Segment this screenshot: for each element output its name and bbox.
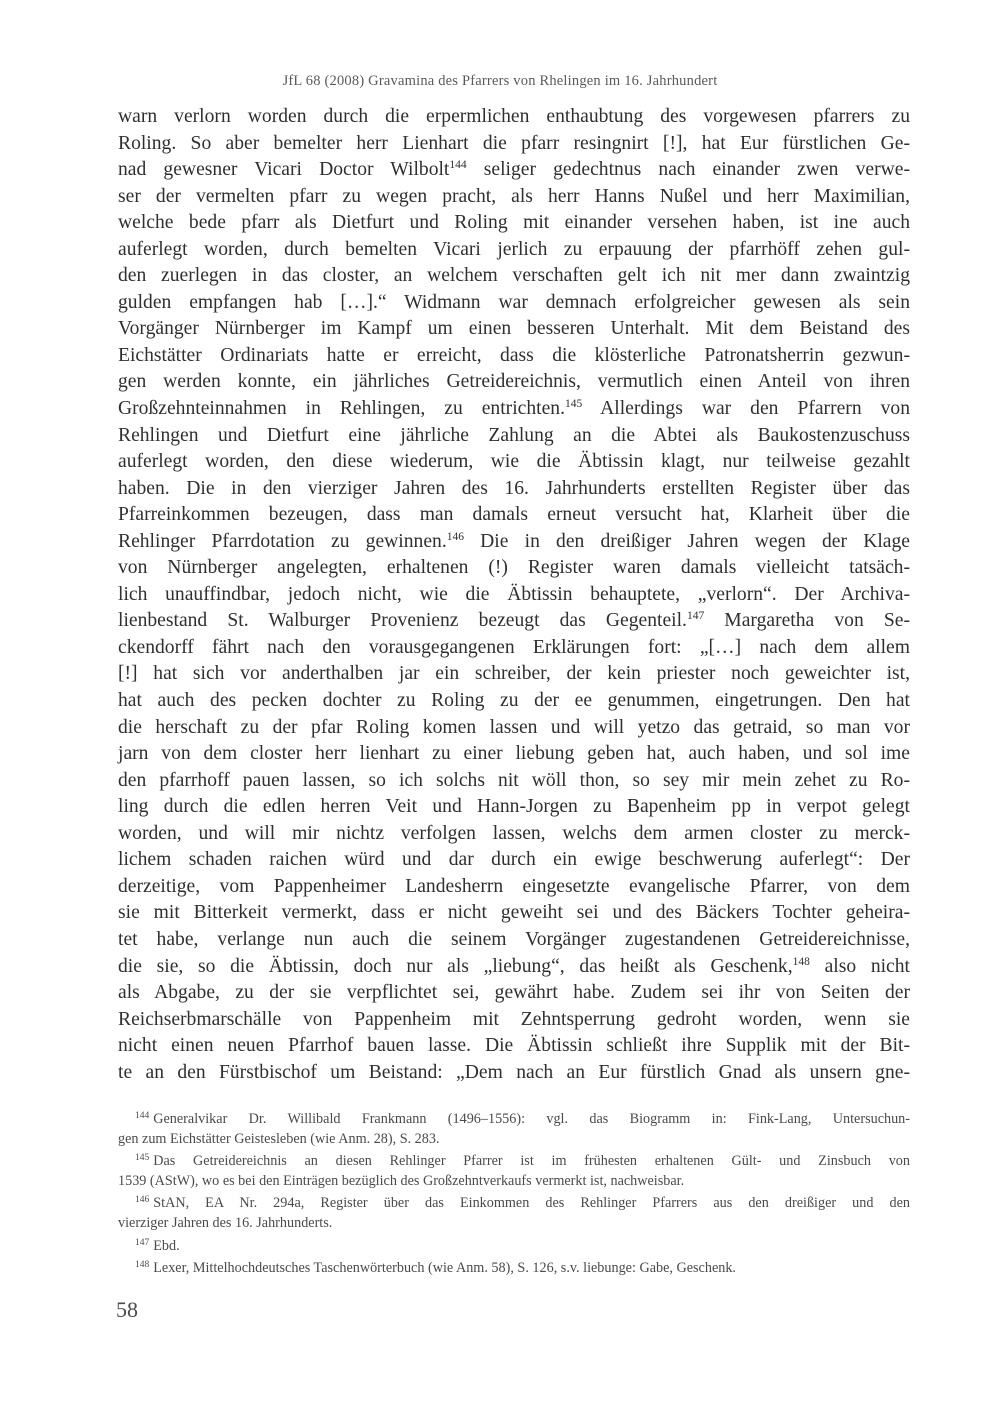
- body-line: tet habe, verlange nun auch die seinem Vorgänger zugestandenen Getreidereichnisse,: [118, 928, 910, 950]
- footnote-number: 146: [135, 1195, 150, 1206]
- running-head: JfL 68 (2008) Gravamina des Pfarrers von Rhelingen im 16. Jahrhundert: [282, 73, 718, 89]
- body-line: hat auch des pecken dochter zu Roling zu der ee genummen, eingetrungen. Den hat: [118, 690, 910, 712]
- body-line: gulden empfangen hab […].“ Widmann war demnach erfolgreicher gewesen als sein: [118, 291, 910, 313]
- footnote-marker[interactable]: 144: [449, 159, 467, 172]
- footnote-marker[interactable]: 146: [446, 530, 464, 543]
- body-line: ckendorff fährt nach den vorausgegangenen Erklärungen fort: „[…] nach dem allem: [118, 636, 910, 658]
- body-line: auferlegt worden, den diese wiederum, wie die Äbtissin klagt, nur teilweise gezahlt: [118, 451, 910, 473]
- footnote-line: $^{148}$ Lexer, Mittelhochdeutsches Taschenwörterbuch (wie Anm. 58), S. 126, s.v. liebunge: Gabe, Geschenk.: [135, 1260, 736, 1277]
- body-line: jarn von dem closter herr lienhart zu einer liebung geben hat, auch haben, und sol ime: [118, 743, 910, 765]
- footnote-144: [118, 1110, 910, 1149]
- footnote-marker[interactable]: 148: [792, 955, 810, 968]
- body-line: gen werden konnte, ein jährliches Getreidereichnis, vermutlich einen Anteil von ihren: [118, 371, 910, 393]
- body-line: Roling. So aber bemelter herr Lienhart die pfarr resingnirt [!], hat Eur fürstlichen Ge-: [118, 132, 910, 154]
- footnotes: [118, 1110, 910, 1282]
- page-number: 58: [116, 1297, 138, 1322]
- footnote-148: [118, 1259, 910, 1279]
- body-text: [118, 104, 910, 1086]
- footnote-line: $^{145}$ Das Getreidereichnis an diesen Rehlinger Pfarrer ist im frühesten erhaltenen Gült- und Zinsbuch von: [135, 1153, 910, 1170]
- footnote-number: 145: [135, 1153, 150, 1164]
- body-line: nad gewesner Vicari Doctor Wilbolt$^{144}$ seliger gedechtnus nach einander zwen verwe-: [118, 159, 910, 181]
- body-line: Großzehnteinnahmen in Rehlingen, zu entrichten.$^{145}$ Allerdings war den Pfarrern von: [118, 398, 910, 420]
- footnote-marker[interactable]: 147: [686, 610, 705, 623]
- footnote-number: 148: [135, 1260, 150, 1271]
- body-line: lich unauffindbar, jedoch nicht, wie die Äbtissin behauptete, „verlorn“. Der Archiva-: [118, 583, 910, 605]
- body-line: derzeitige, vom Pappenheimer Landesherrn eingesetzte evangelische Pfarrer, von dem: [118, 875, 910, 897]
- body-line: worden, und will mir nichtz verfolgen lassen, welchs dem armen closter zu merck-: [118, 822, 910, 844]
- footnote-line: $^{144}$ Generalvikar Dr. Willibald Frankmann (1496–1556): vgl. das Biogramm in: Fink-Lang, Untersuchun-: [135, 1111, 910, 1127]
- footnote-line: gen zum Eichstätter Geistesleben (wie Anm. 28), S. 283.: [118, 1130, 440, 1147]
- body-line: te an den Fürstbischof um Beistand: „Dem nach an Eur fürstlich Gnad als unsern gne-: [118, 1061, 910, 1083]
- body-line: den zuerlegen in das closter, an welchem verschaften gelt ich nit mer dann zwaintzig: [118, 265, 910, 287]
- body-line: Rehlinger Pfarrdotation zu gewinnen.$^{146}$ Die in den dreißiger Jahren wegen der Klage: [118, 530, 910, 552]
- body-line: warn verlorn worden durch die erpermlichen enthaubtung des vorgewesen pfarrers zu: [118, 106, 910, 127]
- body-line: lienbestand St. Walburger Provenienz bezeugt das Gegenteil.$^{147}$ Margaretha von Se-: [118, 610, 910, 632]
- body-line: Pfarreinkommen bezeugen, dass man damals erneut versucht hat, Klarheit über die: [118, 504, 910, 526]
- footnote-145: [118, 1152, 910, 1191]
- body-line: von Nürnberger angelegten, erhaltenen (!) Register waren damals vielleicht tatsäch-: [118, 557, 910, 579]
- body-line: ser der vermelten pfarr zu wegen pracht, als herr Hanns Nußel und herr Maximilian,: [118, 185, 910, 207]
- body-line: sie mit Bitterkeit vermerkt, dass er nicht geweiht sei und des Bäckers Tochter geheira-: [118, 902, 910, 924]
- body-line: die herschaft zu der pfar Roling komen lassen und will yetzo das getraid, so man vor: [118, 716, 910, 738]
- footnote-line: $^{147}$ Ebd.: [135, 1237, 180, 1254]
- body-line: [!] hat sich vor anderthalben jar ein schreiber, der kein priester noch geweichter ist,: [118, 663, 910, 685]
- body-line: Eichstätter Ordinariats hatte er erreicht, dass die klösterliche Patronatsherrin gezwun-: [118, 344, 910, 366]
- footnote-marker[interactable]: 145: [564, 398, 583, 411]
- footnote-line: vierziger Jahren des 16. Jahrhunderts.: [118, 1214, 333, 1231]
- footnote-line: 1539 (AStW), wo es bei den Einträgen bezüglich des Großzehntverkaufs vermerkt ist, nachweisbar.: [118, 1172, 685, 1189]
- body-line: ling durch die edlen herren Veit und Hann-Jorgen zu Bapenheim pp in verpot gelegt: [118, 796, 910, 818]
- body-line: haben. Die in den vierziger Jahren des 16. Jahrhunderts erstellten Register über das: [118, 477, 910, 499]
- body-line: Reichserbmarschälle von Pappenheim mit Zehntsperrung gedroht worden, wenn sie: [118, 1008, 910, 1030]
- footnote-number: 147: [135, 1237, 150, 1248]
- footnote-line: $^{146}$ StAN, EA Nr. 294a, Register über das Einkommen des Rehlinger Pfarrers aus den dreißiger und den: [135, 1195, 910, 1212]
- body-line: den pfarrhoff pauen lassen, so ich solchs nit wöll thon, so sey mir mein zehet zu Ro-: [118, 769, 910, 791]
- footnote-number: 144: [135, 1111, 150, 1121]
- body-line: die sie, so die Äbtissin, doch nur als „liebung“, das heißt als Geschenk,$^{148}$ also nicht: [118, 955, 910, 977]
- footnote-146: [118, 1194, 910, 1233]
- footnote-147: [118, 1237, 910, 1257]
- body-line: Rehlingen und Dietfurt eine jährliche Zahlung an die Abtei als Baukostenzuschuss: [118, 424, 910, 446]
- body-line: als Abgabe, zu der sie verpflichtet sei, gewährt habe. Zudem sei ihr von Seiten der: [118, 982, 910, 1004]
- body-line: lichem schaden raichen würd und dar durch ein ewige beschwerung auferlegt“: Der: [118, 849, 910, 871]
- body-line: Vorgänger Nürnberger im Kampf um einen besseren Unterhalt. Mit dem Beistand des: [118, 318, 910, 340]
- body-line: auferlegt worden, durch bemelten Vicari jerlich zu erpauung der pfarrhöff zehen gul-: [118, 238, 910, 260]
- body-line: nicht einen neuen Pfarrhof bauen lasse. Die Äbtissin schließt ihre Supplik mit der Bit-: [118, 1035, 910, 1057]
- body-line: welche bede pfarr als Dietfurt und Roling mit einander versehen haben, ist ine auch: [118, 212, 910, 234]
